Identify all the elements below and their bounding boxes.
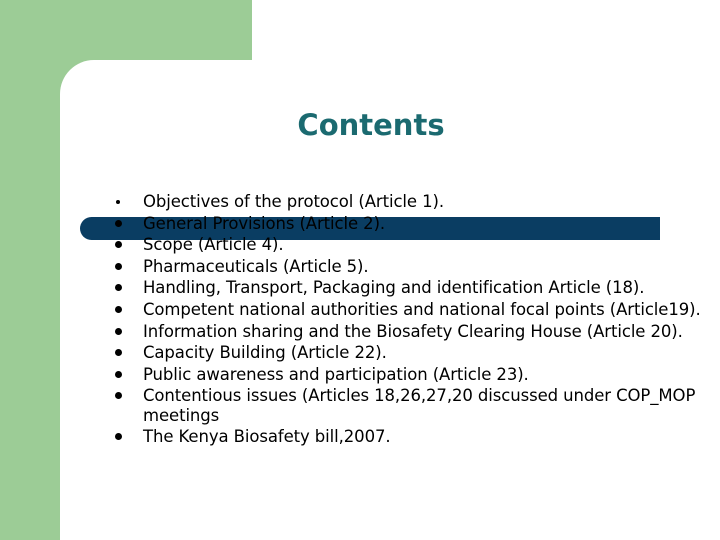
bullet-icon: [115, 284, 122, 291]
bullet-icon: [115, 349, 122, 356]
list-item: Public awareness and participation (Article 23).: [110, 365, 710, 385]
bullet-icon: [116, 200, 120, 204]
list-item: Contentious issues (Articles 18,26,27,20 discussed under COP_MOP meetings: [110, 386, 710, 425]
list-item: Information sharing and the Biosafety Clearing House (Article 20).: [110, 322, 710, 342]
list-item: Capacity Building (Article 22).: [110, 343, 710, 363]
list-item: Competent national authorities and national focal points (Article19).: [110, 300, 710, 320]
list-item: Pharmaceuticals (Article 5).: [110, 257, 710, 277]
bullet-icon: [115, 328, 122, 335]
bullet-icon: [115, 220, 122, 227]
bullet-icon: [115, 306, 122, 313]
bullet-icon: [115, 241, 122, 248]
list-item: Handling, Transport, Packaging and identification Article (18).: [110, 278, 710, 298]
bullet-icon: [115, 371, 122, 378]
bullet-icon: [115, 392, 122, 399]
list-item: General Provisions (Article 2).: [110, 214, 710, 234]
slide-title: Contents: [297, 108, 445, 142]
list-item: The Kenya Biosafety bill,2007.: [110, 427, 710, 447]
bullet-icon: [115, 433, 122, 440]
contents-list: [110, 192, 710, 449]
bullet-icon: [115, 263, 122, 270]
list-item: Scope (Article 4).: [110, 235, 710, 255]
list-item: Objectives of the protocol (Article 1).: [110, 192, 710, 212]
